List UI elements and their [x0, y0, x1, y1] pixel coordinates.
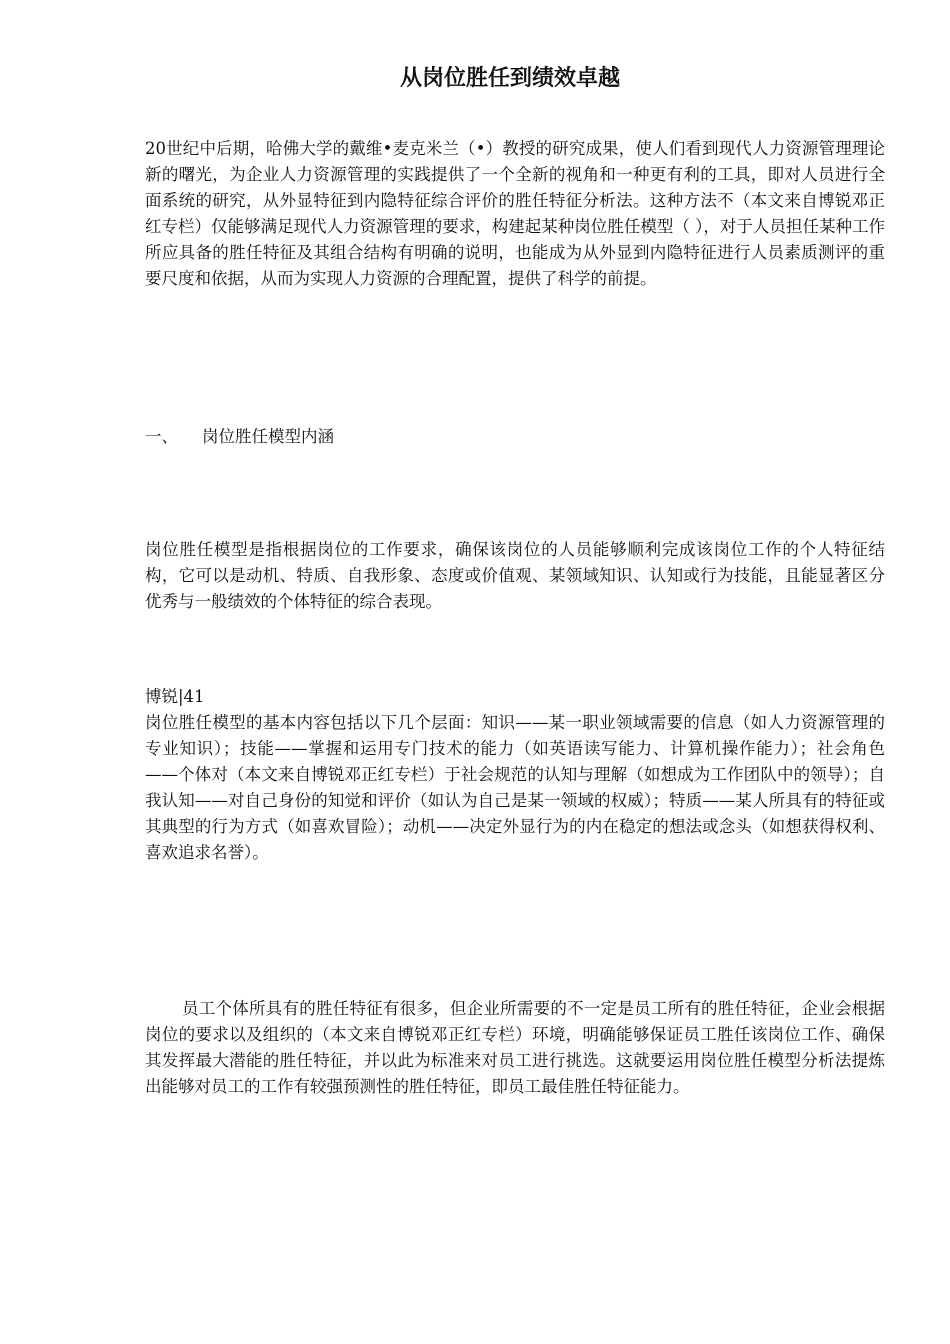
- section-title: 岗位胜任模型内涵: [202, 427, 334, 446]
- selection-paragraph: 员工个体所具有的胜任特征有很多，但企业所需要的不一定是员工所有的胜任特征，企业会根据岗位的要求以及组织的（本文来自博锐邓正红专栏）环境，明确能够保证员工胜任该岗位工作、确保其发挥最大潜能的胜任特征，并以此为标准来对员工进行挑选。这就要运用岗位胜任模型分析法提炼出能够对员工的工作有较强预测性的胜任特征，即员工最佳胜任特征能力。: [145, 999, 885, 1096]
- section-heading: [145, 424, 334, 450]
- source-label: 博锐|41: [145, 687, 205, 706]
- content-layers-paragraph: 岗位胜任模型的基本内容包括以下几个层面：知识——某一职业领域需要的信息（如人力资源管理的专业知识）；技能——掌握和运用专门技术的能力（如英语读写能力、计算机操作能力）；社会角色——个体对（本文来自博锐邓正红专栏）于社会规范的认知与理解（如想成为工作团队中的领导）；自我认知——对自己身份的知觉和评价（如认为自己是某一领域的权威）；特质——某人所具有的特征或其典型的行为方式（如喜欢冒险）；动机——决定外显行为的内在稳定的想法或念头（如想获得权利、喜欢追求名誉）。: [145, 713, 885, 862]
- intro-paragraph: 20世纪中后期，哈佛大学的戴维•麦克米兰（•）教授的研究成果，使人们看到现代人力资源管理理论新的曙光，为企业人力资源管理的实践提供了一个全新的视角和一种更有利的工具，即对人员进行全面系统的研究，从外显特征到内隐特征综合评价的胜任特征分析法。这种方法不（本文来自博锐邓正红专栏）仅能够满足现代人力资源管理的要求，构建起某种岗位胜任模型（ ），对于人员担任某种工作所应具备的胜任特征及其组合结构有明确的说明，也能成为从外显到内隐特征进行人员素质测评的重要尺度和依据，从而为实现人力资源的合理配置，提供了科学的前提。: [145, 139, 885, 288]
- section-number: 一、: [145, 427, 178, 446]
- definition-paragraph: 岗位胜任模型是指根据岗位的工作要求，确保该岗位的人员能够顺利完成该岗位工作的个人特征结构，它可以是动机、特质、自我形象、态度或价值观、某领域知识、认知或行为技能，且能显著区分优秀与一般绩效的个体特征的综合表现。: [145, 540, 885, 611]
- document-title: 从岗位胜任到绩效卓越: [399, 66, 620, 91]
